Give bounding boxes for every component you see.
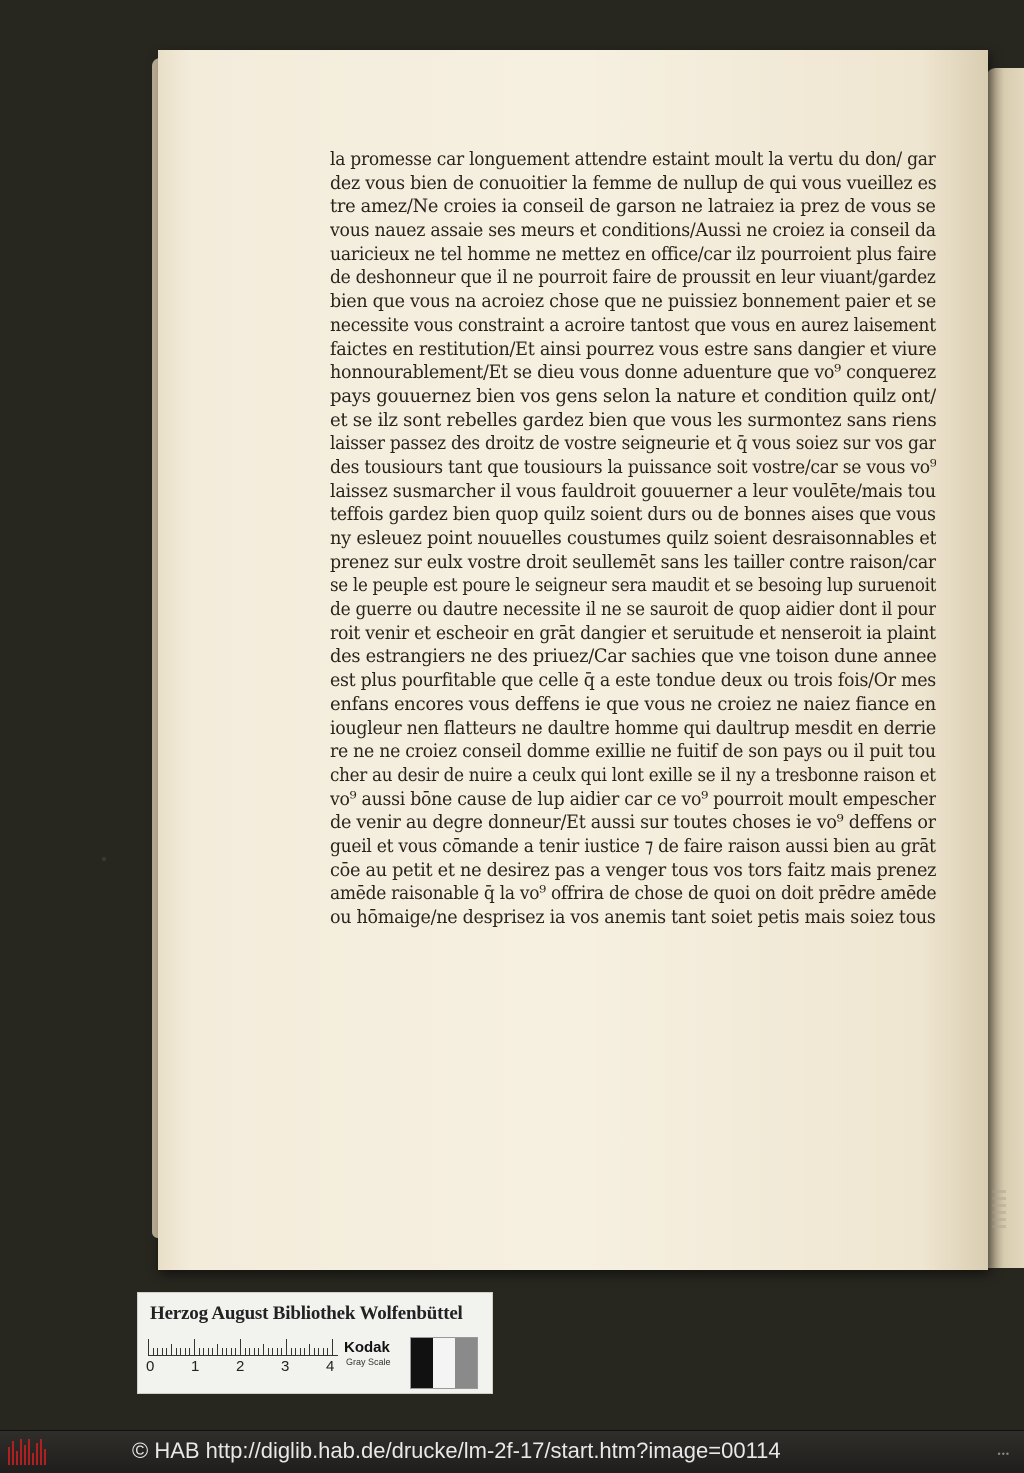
text-line: bien que vous na acroiez chose que ne puissiez bonnement paier et se — [330, 290, 936, 313]
ruler-number: 3 — [281, 1358, 290, 1375]
ruler-tick — [171, 1344, 172, 1355]
ruler-tick — [212, 1348, 213, 1355]
ruler-tick — [327, 1348, 328, 1355]
ruler-tick — [148, 1339, 149, 1355]
text-line: et se ilz sont rebelles gardez bien que vous les surmontez sans riens — [330, 408, 936, 431]
kodak-logo: Kodak — [344, 1339, 390, 1356]
viewer-footer — [0, 1430, 1024, 1473]
text-line: laisser passez des droitz de vostre seigneurie et q̄ vous soiez sur vos gar — [330, 432, 936, 455]
ruler-tick — [323, 1348, 324, 1355]
text-line: est plus pourfitable que celle q̄ a este tondue deux ou trois fois/Or mes — [330, 669, 936, 692]
text-line: dez vous bien de conuoitier la femme de nullup de qui vous vueillez es — [330, 171, 936, 194]
ruler-tick — [157, 1348, 158, 1355]
facing-page-marks — [992, 1190, 1006, 1230]
ruler-tick — [300, 1348, 301, 1355]
ruler-tick — [240, 1339, 241, 1355]
ruler-tick — [309, 1344, 310, 1355]
logo-bar — [28, 1439, 30, 1465]
page-speck — [102, 857, 106, 861]
text-line: prenez sur eulx vostre droit seullemēt sans les tailler contre raison/car — [330, 550, 936, 573]
text-line: de guerre ou dautre necessite il ne se sauroit de quop aidier dont il pour — [330, 598, 936, 621]
text-line: amēde raisonable q̄ la vo⁹ offrira de chose de quoi on doit prēdre amēde — [330, 882, 936, 905]
text-line: pays gouuernez bien vos gens selon la nature et condition quilz ont/ — [330, 384, 936, 407]
logo-bar — [24, 1445, 26, 1465]
gray-scale-patches — [410, 1337, 478, 1389]
ruler-tick — [304, 1348, 305, 1355]
text-line: ny esleuez point nouuelles coustumes quilz soient desraisonnables et — [330, 527, 936, 549]
ruler-tick — [208, 1348, 209, 1355]
ruler-tick — [286, 1339, 287, 1355]
logo-bar — [32, 1453, 34, 1465]
text-line: faictes en restitution/Et ainsi pourrez vous estre sans dangier et viure — [330, 337, 936, 360]
text-line: iougleur nen flatteurs ne daultre homme qui daultrup mesdit en derrie — [330, 716, 936, 739]
gray-patch — [433, 1338, 455, 1388]
ruler-tick — [203, 1348, 204, 1355]
ruler-tick — [263, 1344, 264, 1355]
text-line: cher au desir de nuire a ceulx qui lont exille se il ny a tresbonne raison et — [330, 763, 936, 786]
menu-dots-icon[interactable]: ••• — [997, 1449, 1010, 1459]
ruler-tick — [176, 1348, 177, 1355]
ruler-tick — [254, 1348, 255, 1355]
hab-logo-icon[interactable] — [8, 1439, 48, 1465]
logo-bar — [12, 1441, 14, 1465]
facing-page-edge — [986, 68, 1024, 1268]
ruler-tick — [249, 1348, 250, 1355]
gray-scale-label: Gray Scale — [346, 1357, 391, 1367]
ruler-tick — [185, 1348, 186, 1355]
library-name: Herzog August Bibliothek Wolfenbüttel — [150, 1303, 463, 1324]
text-line: de deshonneur que il ne pourroit faire de proussit en leur viuant/gardez — [330, 266, 936, 289]
ruler-tick — [180, 1348, 181, 1355]
text-line: honnourablement/Et se dieu vous donne aduenture que vo⁹ conquerez — [330, 361, 936, 384]
text-line: vous nauez assaie ses meurs et conditions/Aussi ne croiez ia conseil da — [330, 219, 936, 242]
ruler-tick — [258, 1348, 259, 1355]
ruler-tick — [245, 1348, 246, 1355]
text-line: re ne ne croiez conseil domme exillie ne fuitif de son pays ou il puit tou — [330, 740, 936, 763]
logo-bar — [20, 1439, 22, 1465]
page-text — [330, 148, 938, 930]
logo-bar — [36, 1443, 38, 1465]
text-line: des estrangiers ne des priuez/Car sachies que vne toison dune annee — [330, 645, 936, 668]
text-line: laissez susmarcher il vous fauldroit gouuerner a leur voulēte/mais tou — [330, 479, 936, 502]
ruler-tick — [217, 1344, 218, 1355]
ruler-tick — [235, 1348, 236, 1355]
ruler-numbers — [146, 1358, 356, 1378]
text-line: necessite vous constraint a acroire tantost que vous en aurez laisement — [330, 313, 936, 336]
text-line: de venir au degre donneur/Et aussi sur toutes choses ie vo⁹ deffens or — [330, 811, 936, 834]
logo-bar — [16, 1451, 18, 1465]
text-line: cōe au petit et ne desirez pas a venger tous vos tors faitz mais prenez — [330, 858, 936, 881]
logo-bar — [40, 1439, 42, 1465]
text-line: roit venir et escheoir en grāt dangier et seruitude et nenseroit ia plaint — [330, 621, 936, 644]
ruler-number: 0 — [146, 1358, 155, 1375]
ruler-tick — [281, 1348, 282, 1355]
ruler-tick — [189, 1348, 190, 1355]
copyright-url[interactable]: © HAB http://diglib.hab.de/drucke/lm-2f-17/start.htm?image=00114 — [132, 1438, 781, 1463]
text-line: enfans encores vous deffens ie que vous ne croiez ne naiez fiance en — [330, 692, 936, 715]
gray-patch — [455, 1338, 477, 1388]
logo-bar — [8, 1447, 10, 1465]
text-line: ou hōmaige/ne desprisez ia vos anemis tant soiet petis mais soiez tous — [330, 906, 936, 928]
ruler-tick — [332, 1339, 333, 1355]
text-line: vo⁹ aussi bōne cause de lup aidier car ce vo⁹ pourroit moult empescher — [330, 787, 936, 810]
ruler-tick — [314, 1348, 315, 1355]
ruler-tick — [295, 1348, 296, 1355]
text-line: des tousiours tant que tousiours la puissance soit vostre/car se vous vo⁹ — [330, 455, 936, 478]
text-line: gueil et vous cōmande a tenir iustice ⁊ de faire raison aussi bien au grāt — [330, 834, 936, 857]
ruler-number: 1 — [191, 1358, 200, 1375]
text-line: teffois gardez bien quop quilz soient durs ou de bonnes aises que vous — [330, 503, 936, 526]
ruler-number: 4 — [326, 1358, 335, 1375]
ruler-tick — [231, 1348, 232, 1355]
ruler-number: 2 — [236, 1358, 245, 1375]
scale-ruler — [148, 1337, 338, 1356]
ruler-tick — [268, 1348, 269, 1355]
text-line: tre amez/Ne croies ia conseil de garson ne latraiez ia prez de vous se — [330, 195, 936, 218]
ruler-tick — [272, 1348, 273, 1355]
ruler-tick — [166, 1348, 167, 1355]
ruler-tick — [226, 1348, 227, 1355]
text-line: se le peuple est poure le seigneur sera maudit et se besoing lup suruenoit — [330, 574, 936, 597]
ruler-tick — [162, 1348, 163, 1355]
text-line: la promesse car longuement attendre estaint moult la vertu du don/ gar — [330, 148, 936, 170]
ruler-tick — [277, 1348, 278, 1355]
ruler-tick — [291, 1348, 292, 1355]
ruler-tick — [153, 1348, 154, 1355]
ruler-tick — [199, 1348, 200, 1355]
color-calibration-card — [137, 1292, 493, 1394]
ruler-tick — [194, 1339, 195, 1355]
logo-bar — [44, 1449, 46, 1465]
ruler-tick — [222, 1348, 223, 1355]
gray-patch — [411, 1338, 433, 1388]
ruler-tick — [318, 1348, 319, 1355]
text-line: uaricieux ne tel homme ne mettez en office/car ilz pourroient plus faire — [330, 242, 936, 265]
